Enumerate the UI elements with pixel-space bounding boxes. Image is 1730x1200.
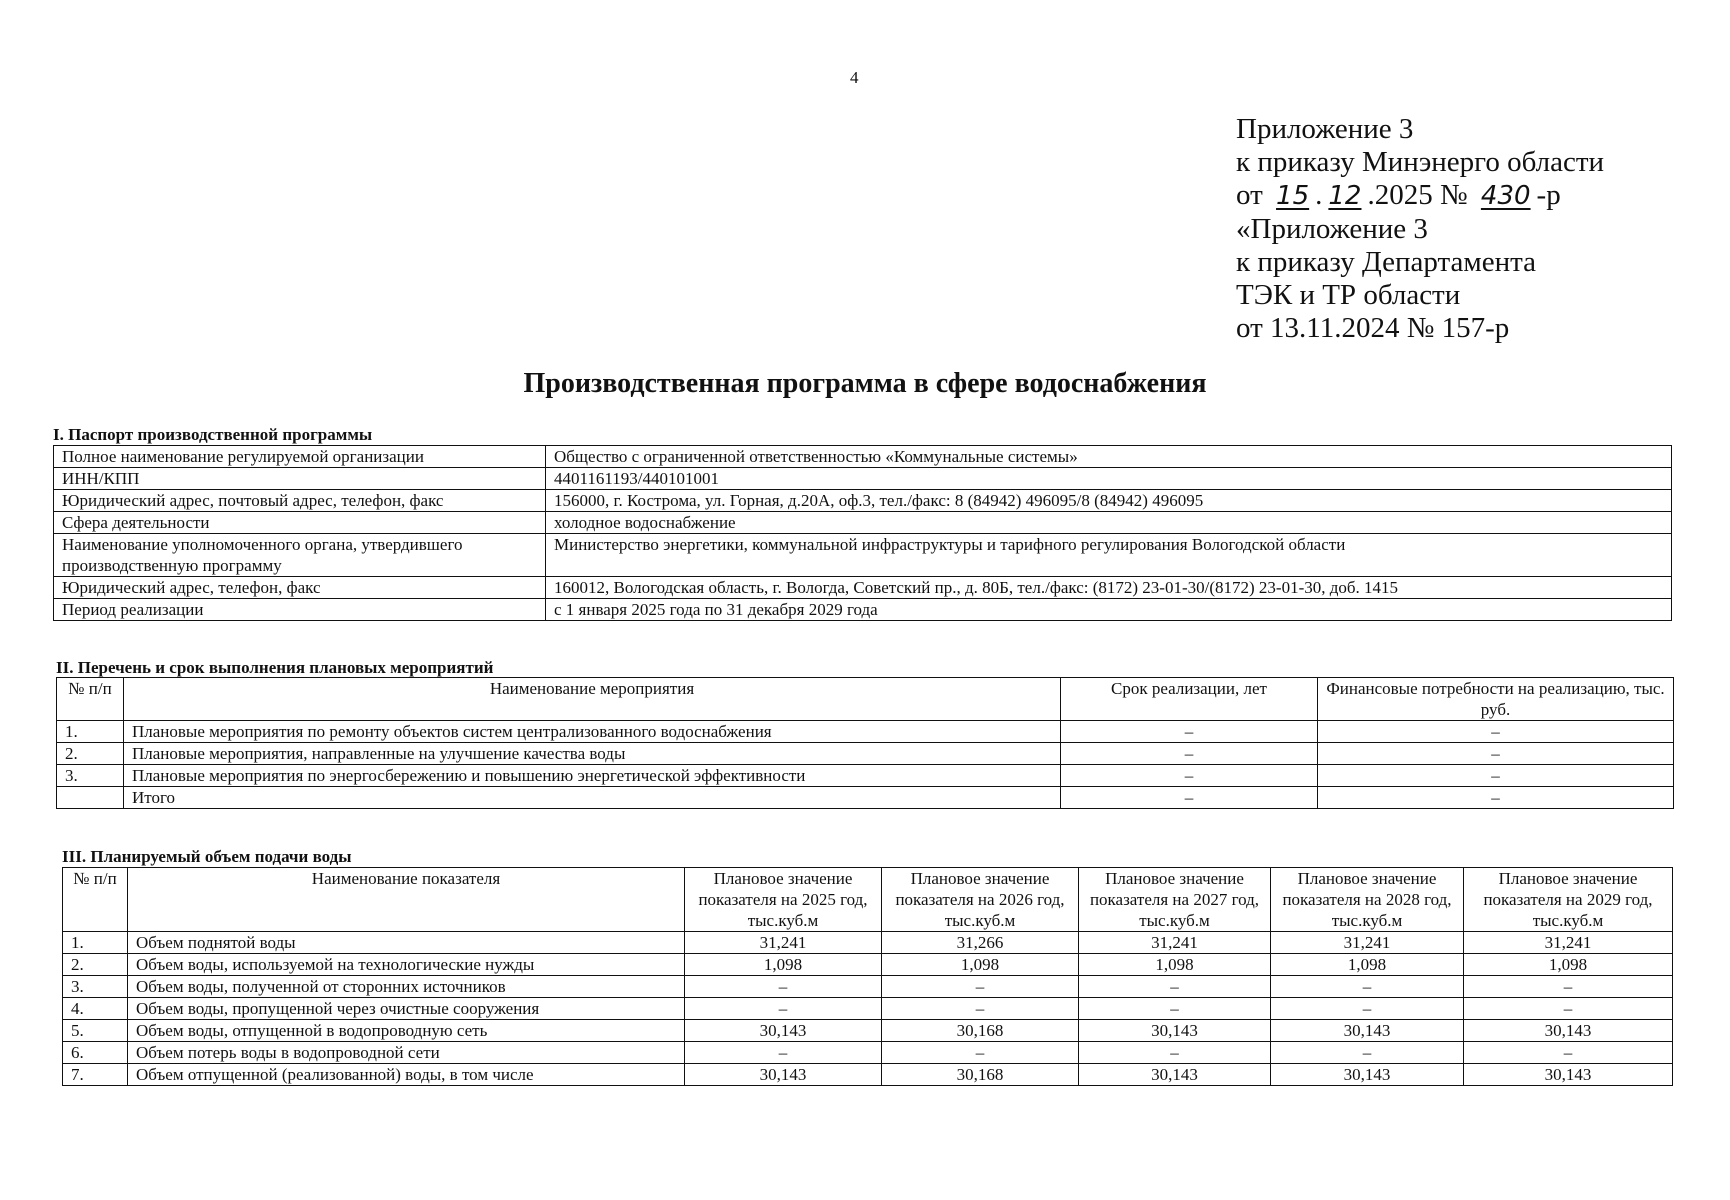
col-header-2025: Плановое значение показателя на 2025 год, тыс.куб.м xyxy=(685,868,882,932)
table-row xyxy=(54,534,1672,577)
row-finance: – xyxy=(1318,787,1674,809)
col-header-name: Наименование показателя xyxy=(128,868,685,932)
row-term: – xyxy=(1061,743,1318,765)
col-header-2029: Плановое значение показателя на 2029 год, тыс.куб.м xyxy=(1464,868,1673,932)
row-name: Итого xyxy=(124,787,1061,809)
row-term: – xyxy=(1061,787,1318,809)
value-2027: 31,241 xyxy=(1079,932,1271,954)
appendix-year: .2025 № xyxy=(1367,179,1468,211)
value-2028: 30,143 xyxy=(1271,1020,1464,1042)
value-2026: 30,168 xyxy=(882,1064,1079,1086)
value-2026: – xyxy=(882,1042,1079,1064)
section3-heading: III. Планируемый объем подачи воды xyxy=(62,847,352,866)
row-num: 2. xyxy=(63,954,128,976)
row-name: Плановые мероприятия, направленные на улучшение качества воды xyxy=(124,743,1061,765)
handwritten-month: 12 xyxy=(1328,181,1362,211)
value-2029: 30,143 xyxy=(1464,1064,1673,1086)
table-row xyxy=(54,468,1672,490)
value-2027: 30,143 xyxy=(1079,1064,1271,1086)
row-name: Объем отпущенной (реализованной) воды, в том числе xyxy=(128,1064,685,1086)
value-2025: 31,241 xyxy=(685,932,882,954)
table-row xyxy=(63,1064,1673,1086)
value-2027: – xyxy=(1079,976,1271,998)
row-value: 156000, г. Кострома, ул. Горная, д.20А, оф.3, тел./факс: 8 (84942) 496095/8 (84942) 496095 xyxy=(546,490,1672,512)
value-2026: 30,168 xyxy=(882,1020,1079,1042)
value-2029: – xyxy=(1464,998,1673,1020)
appendix-block xyxy=(1236,113,1604,345)
row-num: 2. xyxy=(57,743,124,765)
table-row xyxy=(63,954,1673,976)
value-2027: 30,143 xyxy=(1079,1020,1271,1042)
row-num: 6. xyxy=(63,1042,128,1064)
table-row xyxy=(54,599,1672,621)
col-header-name: Наименование мероприятия xyxy=(124,678,1061,721)
value-2029: 31,241 xyxy=(1464,932,1673,954)
appendix-line: «Приложение 3 xyxy=(1236,213,1428,245)
measures-table xyxy=(56,677,1674,809)
row-value: Общество с ограниченной ответственностью «Коммунальные системы» xyxy=(546,446,1672,468)
value-2029: – xyxy=(1464,1042,1673,1064)
section1-heading: I. Паспорт производственной программы xyxy=(53,425,373,444)
row-num: 1. xyxy=(57,721,124,743)
page-number: 4 xyxy=(850,68,859,87)
value-2028: 1,098 xyxy=(1271,954,1464,976)
row-label: ИНН/КПП xyxy=(54,468,546,490)
value-2025: – xyxy=(685,1042,882,1064)
row-name: Плановые мероприятия по энергосбережению и повышению энергетической эффективности xyxy=(124,765,1061,787)
row-term: – xyxy=(1061,765,1318,787)
water-volume-table xyxy=(62,867,1673,1086)
value-2026: – xyxy=(882,976,1079,998)
value-2028: – xyxy=(1271,976,1464,998)
row-num: 4. xyxy=(63,998,128,1020)
row-finance: – xyxy=(1318,721,1674,743)
row-name: Объем воды, полученной от сторонних источников xyxy=(128,976,685,998)
row-num: 3. xyxy=(57,765,124,787)
appendix-line: к приказу Департамента xyxy=(1236,246,1537,278)
row-label: Юридический адрес, почтовый адрес, телефон, факс xyxy=(54,490,546,512)
row-label: Наименование уполномоченного органа, утвердившего производственную программу xyxy=(54,534,546,577)
row-label: Период реализации xyxy=(54,599,546,621)
value-2028: – xyxy=(1271,998,1464,1020)
appendix-line: Приложение 3 xyxy=(1236,113,1414,145)
value-2028: 31,241 xyxy=(1271,932,1464,954)
row-value: с 1 января 2025 года по 31 декабря 2029 года xyxy=(546,599,1672,621)
table-row xyxy=(63,998,1673,1020)
row-name: Объем воды, отпущенной в водопроводную сеть xyxy=(128,1020,685,1042)
col-header-2026: Плановое значение показателя на 2026 год, тыс.куб.м xyxy=(882,868,1079,932)
table-row xyxy=(63,976,1673,998)
table-row xyxy=(57,721,1674,743)
table-row xyxy=(54,577,1672,599)
value-2025: – xyxy=(685,998,882,1020)
table-row xyxy=(57,743,1674,765)
row-num xyxy=(57,787,124,809)
row-name: Объем воды, пропущенной через очистные сооружения xyxy=(128,998,685,1020)
value-2029: 30,143 xyxy=(1464,1020,1673,1042)
table-row xyxy=(57,787,1674,809)
row-name: Плановые мероприятия по ремонту объектов систем централизованного водоснабжения xyxy=(124,721,1061,743)
value-2027: 1,098 xyxy=(1079,954,1271,976)
row-name: Объем потерь воды в водопроводной сети xyxy=(128,1042,685,1064)
col-header-num: № п/п xyxy=(63,868,128,932)
handwritten-number: 430 xyxy=(1480,181,1531,211)
value-2029: – xyxy=(1464,976,1673,998)
row-value: холодное водоснабжение xyxy=(546,512,1672,534)
row-finance: – xyxy=(1318,765,1674,787)
col-header-2027: Плановое значение показателя на 2027 год, тыс.куб.м xyxy=(1079,868,1271,932)
table-header-row xyxy=(63,868,1673,932)
value-2025: 30,143 xyxy=(685,1020,882,1042)
value-2027: – xyxy=(1079,998,1271,1020)
table-row xyxy=(54,490,1672,512)
row-value: 160012, Вологодская область, г. Вологда, Советский пр., д. 80Б, тел./факс: (8172) 23-01-30/(8172) 23-01-30, доб. 1415 xyxy=(546,577,1672,599)
appendix-line: к приказу Минэнерго области xyxy=(1236,146,1605,178)
appendix-line: от 13.11.2024 № 157-р xyxy=(1236,312,1510,344)
value-2028: 30,143 xyxy=(1271,1064,1464,1086)
row-term: – xyxy=(1061,721,1318,743)
table-row xyxy=(57,765,1674,787)
table-row xyxy=(54,512,1672,534)
col-header-term: Срок реализации, лет xyxy=(1061,678,1318,721)
row-value: Министерство энергетики, коммунальной инфраструктуры и тарифного регулирования Вологодской области xyxy=(546,534,1672,577)
document-title: Производственная программа в сфере водоснабжения xyxy=(523,368,1207,399)
table-row xyxy=(63,1042,1673,1064)
table-row xyxy=(54,446,1672,468)
row-finance: – xyxy=(1318,743,1674,765)
row-num: 3. xyxy=(63,976,128,998)
row-label: Юридический адрес, телефон, факс xyxy=(54,577,546,599)
col-header-num: № п/п xyxy=(57,678,124,721)
row-label: Сфера деятельности xyxy=(54,512,546,534)
row-name: Объем поднятой воды xyxy=(128,932,685,954)
value-2025: – xyxy=(685,976,882,998)
value-2026: 1,098 xyxy=(882,954,1079,976)
section2-heading: II. Перечень и срок выполнения плановых мероприятий xyxy=(56,658,494,677)
value-2028: – xyxy=(1271,1042,1464,1064)
appendix-order-date-line: от 15 . 12 .2025 № 430 -р xyxy=(1236,179,1561,211)
value-2027: – xyxy=(1079,1042,1271,1064)
row-num: 5. xyxy=(63,1020,128,1042)
value-2026: 31,266 xyxy=(882,932,1079,954)
table-row xyxy=(63,1020,1673,1042)
value-2025: 30,143 xyxy=(685,1064,882,1086)
table-header-row xyxy=(57,678,1674,721)
appendix-suffix: -р xyxy=(1536,179,1561,211)
appendix-line: ТЭК и ТР области xyxy=(1236,279,1461,311)
col-header-finance: Финансовые потребности на реализацию, тыс. руб. xyxy=(1318,678,1674,721)
row-num: 1. xyxy=(63,932,128,954)
row-name: Объем воды, используемой на технологические нужды xyxy=(128,954,685,976)
row-value: 4401161193/440101001 xyxy=(546,468,1672,490)
handwritten-day: 15 xyxy=(1276,181,1310,211)
appendix-prefix: от xyxy=(1236,179,1263,211)
col-header-2028: Плановое значение показателя на 2028 год, тыс.куб.м xyxy=(1271,868,1464,932)
value-2025: 1,098 xyxy=(685,954,882,976)
table-row xyxy=(63,932,1673,954)
value-2029: 1,098 xyxy=(1464,954,1673,976)
value-2026: – xyxy=(882,998,1079,1020)
row-label: Полное наименование регулируемой организации xyxy=(54,446,546,468)
passport-table xyxy=(53,445,1672,621)
row-num: 7. xyxy=(63,1064,128,1086)
